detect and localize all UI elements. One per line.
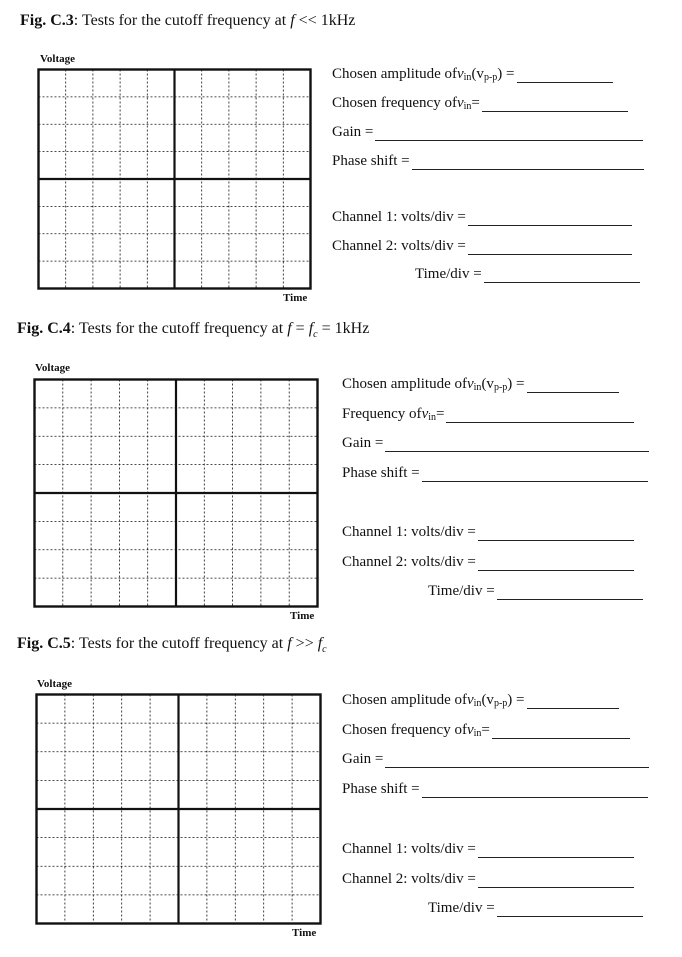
caption-var2: f	[308, 320, 314, 337]
field-label: (v	[471, 66, 484, 82]
y-axis-label: Voltage	[40, 53, 76, 65]
field-label: Gain =	[332, 124, 374, 140]
field-sub: p-p	[493, 382, 508, 393]
frequency-field[interactable]	[342, 722, 630, 739]
channel1-field[interactable]	[342, 841, 634, 858]
x-axis-label: Time	[290, 610, 315, 622]
field-sub: in	[473, 698, 482, 709]
answer-line[interactable]	[478, 843, 634, 858]
figure-caption	[17, 635, 327, 655]
field-label: =	[471, 95, 480, 111]
field-label: Chosen amplitude of	[342, 692, 467, 708]
field-label: Phase shift =	[342, 465, 420, 481]
caption-mid: =	[291, 320, 309, 337]
caption-var2-sub: c	[313, 329, 318, 341]
field-var: v	[456, 95, 464, 111]
field-var: v	[466, 722, 474, 738]
x-axis-label: Time	[283, 292, 308, 304]
gain-field[interactable]	[342, 751, 649, 768]
field-label: Channel 2: volts/div =	[332, 238, 466, 254]
oscilloscope-grid[interactable]	[35, 693, 322, 925]
caption-text: : Tests for the cutoff frequency at	[70, 320, 288, 337]
field-label: Chosen amplitude of	[332, 66, 457, 82]
answer-line[interactable]	[478, 873, 634, 888]
field-var: v	[456, 66, 464, 82]
amplitude-field[interactable]	[342, 692, 619, 709]
field-sub: p-p	[483, 72, 498, 83]
caption-text: : Tests for the cutoff frequency at	[70, 635, 288, 652]
answer-line[interactable]	[527, 694, 619, 709]
field-label: =	[481, 722, 490, 738]
field-label: Time/div =	[415, 266, 482, 282]
field-sub: in	[463, 72, 472, 83]
field-label: Gain =	[342, 751, 384, 767]
y-axis-label: Voltage	[37, 678, 73, 690]
answer-line[interactable]	[497, 902, 643, 917]
figure-label: Fig. C.3	[20, 12, 74, 29]
field-label: Phase shift =	[342, 781, 420, 797]
field-label: ) =	[507, 376, 525, 392]
field-label: (v	[481, 692, 494, 708]
field-label: (v	[481, 376, 494, 392]
field-var: v	[466, 692, 474, 708]
caption-mid: >>	[291, 635, 318, 652]
field-var: v	[466, 376, 474, 392]
caption-suffix: = 1kHz	[317, 320, 370, 337]
y-axis-label: Voltage	[35, 362, 71, 374]
field-label: Phase shift =	[332, 153, 410, 169]
field-label: Channel 2: volts/div =	[342, 554, 476, 570]
field-label: Channel 1: volts/div =	[342, 524, 476, 540]
field-sub: in	[473, 728, 482, 739]
phase-shift-field[interactable]	[342, 781, 648, 798]
field-label: Channel 1: volts/div =	[342, 841, 476, 857]
field-label: Channel 2: volts/div =	[342, 871, 476, 887]
answer-line[interactable]	[492, 724, 630, 739]
answer-line[interactable]	[385, 753, 649, 768]
caption-text: : Tests for the cutoff frequency at	[73, 12, 291, 29]
field-label: Channel 1: volts/div =	[332, 209, 466, 225]
caption-var2-sub: c	[322, 644, 327, 656]
field-label: Time/div =	[428, 583, 495, 599]
field-var: v	[421, 406, 429, 422]
field-sub: in	[473, 382, 482, 393]
field-label: Gain =	[342, 435, 384, 451]
field-label: Chosen amplitude of	[342, 376, 467, 392]
channel2-field[interactable]	[342, 871, 634, 888]
field-label: ) =	[507, 692, 525, 708]
figure-label: Fig. C.5	[17, 635, 71, 652]
field-sub: in	[463, 101, 472, 112]
caption-suffix: << 1kHz	[294, 12, 356, 29]
field-label: Time/div =	[428, 900, 495, 916]
caption-var: f	[287, 635, 292, 652]
field-sub: in	[428, 412, 437, 423]
x-axis-label: Time	[292, 927, 317, 939]
caption-var: f	[290, 12, 295, 29]
time-div-field[interactable]	[428, 900, 643, 917]
caption-var: f	[287, 320, 292, 337]
figure-label: Fig. C.4	[17, 320, 71, 337]
field-label: ) =	[497, 66, 515, 82]
field-sub: p-p	[493, 698, 508, 709]
caption-var2: f	[317, 635, 323, 652]
field-label: Chosen frequency of	[342, 722, 467, 738]
field-label: Frequency of	[342, 406, 422, 422]
field-label: =	[436, 406, 445, 422]
answer-line[interactable]	[422, 783, 648, 798]
field-label: Chosen frequency of	[332, 95, 457, 111]
